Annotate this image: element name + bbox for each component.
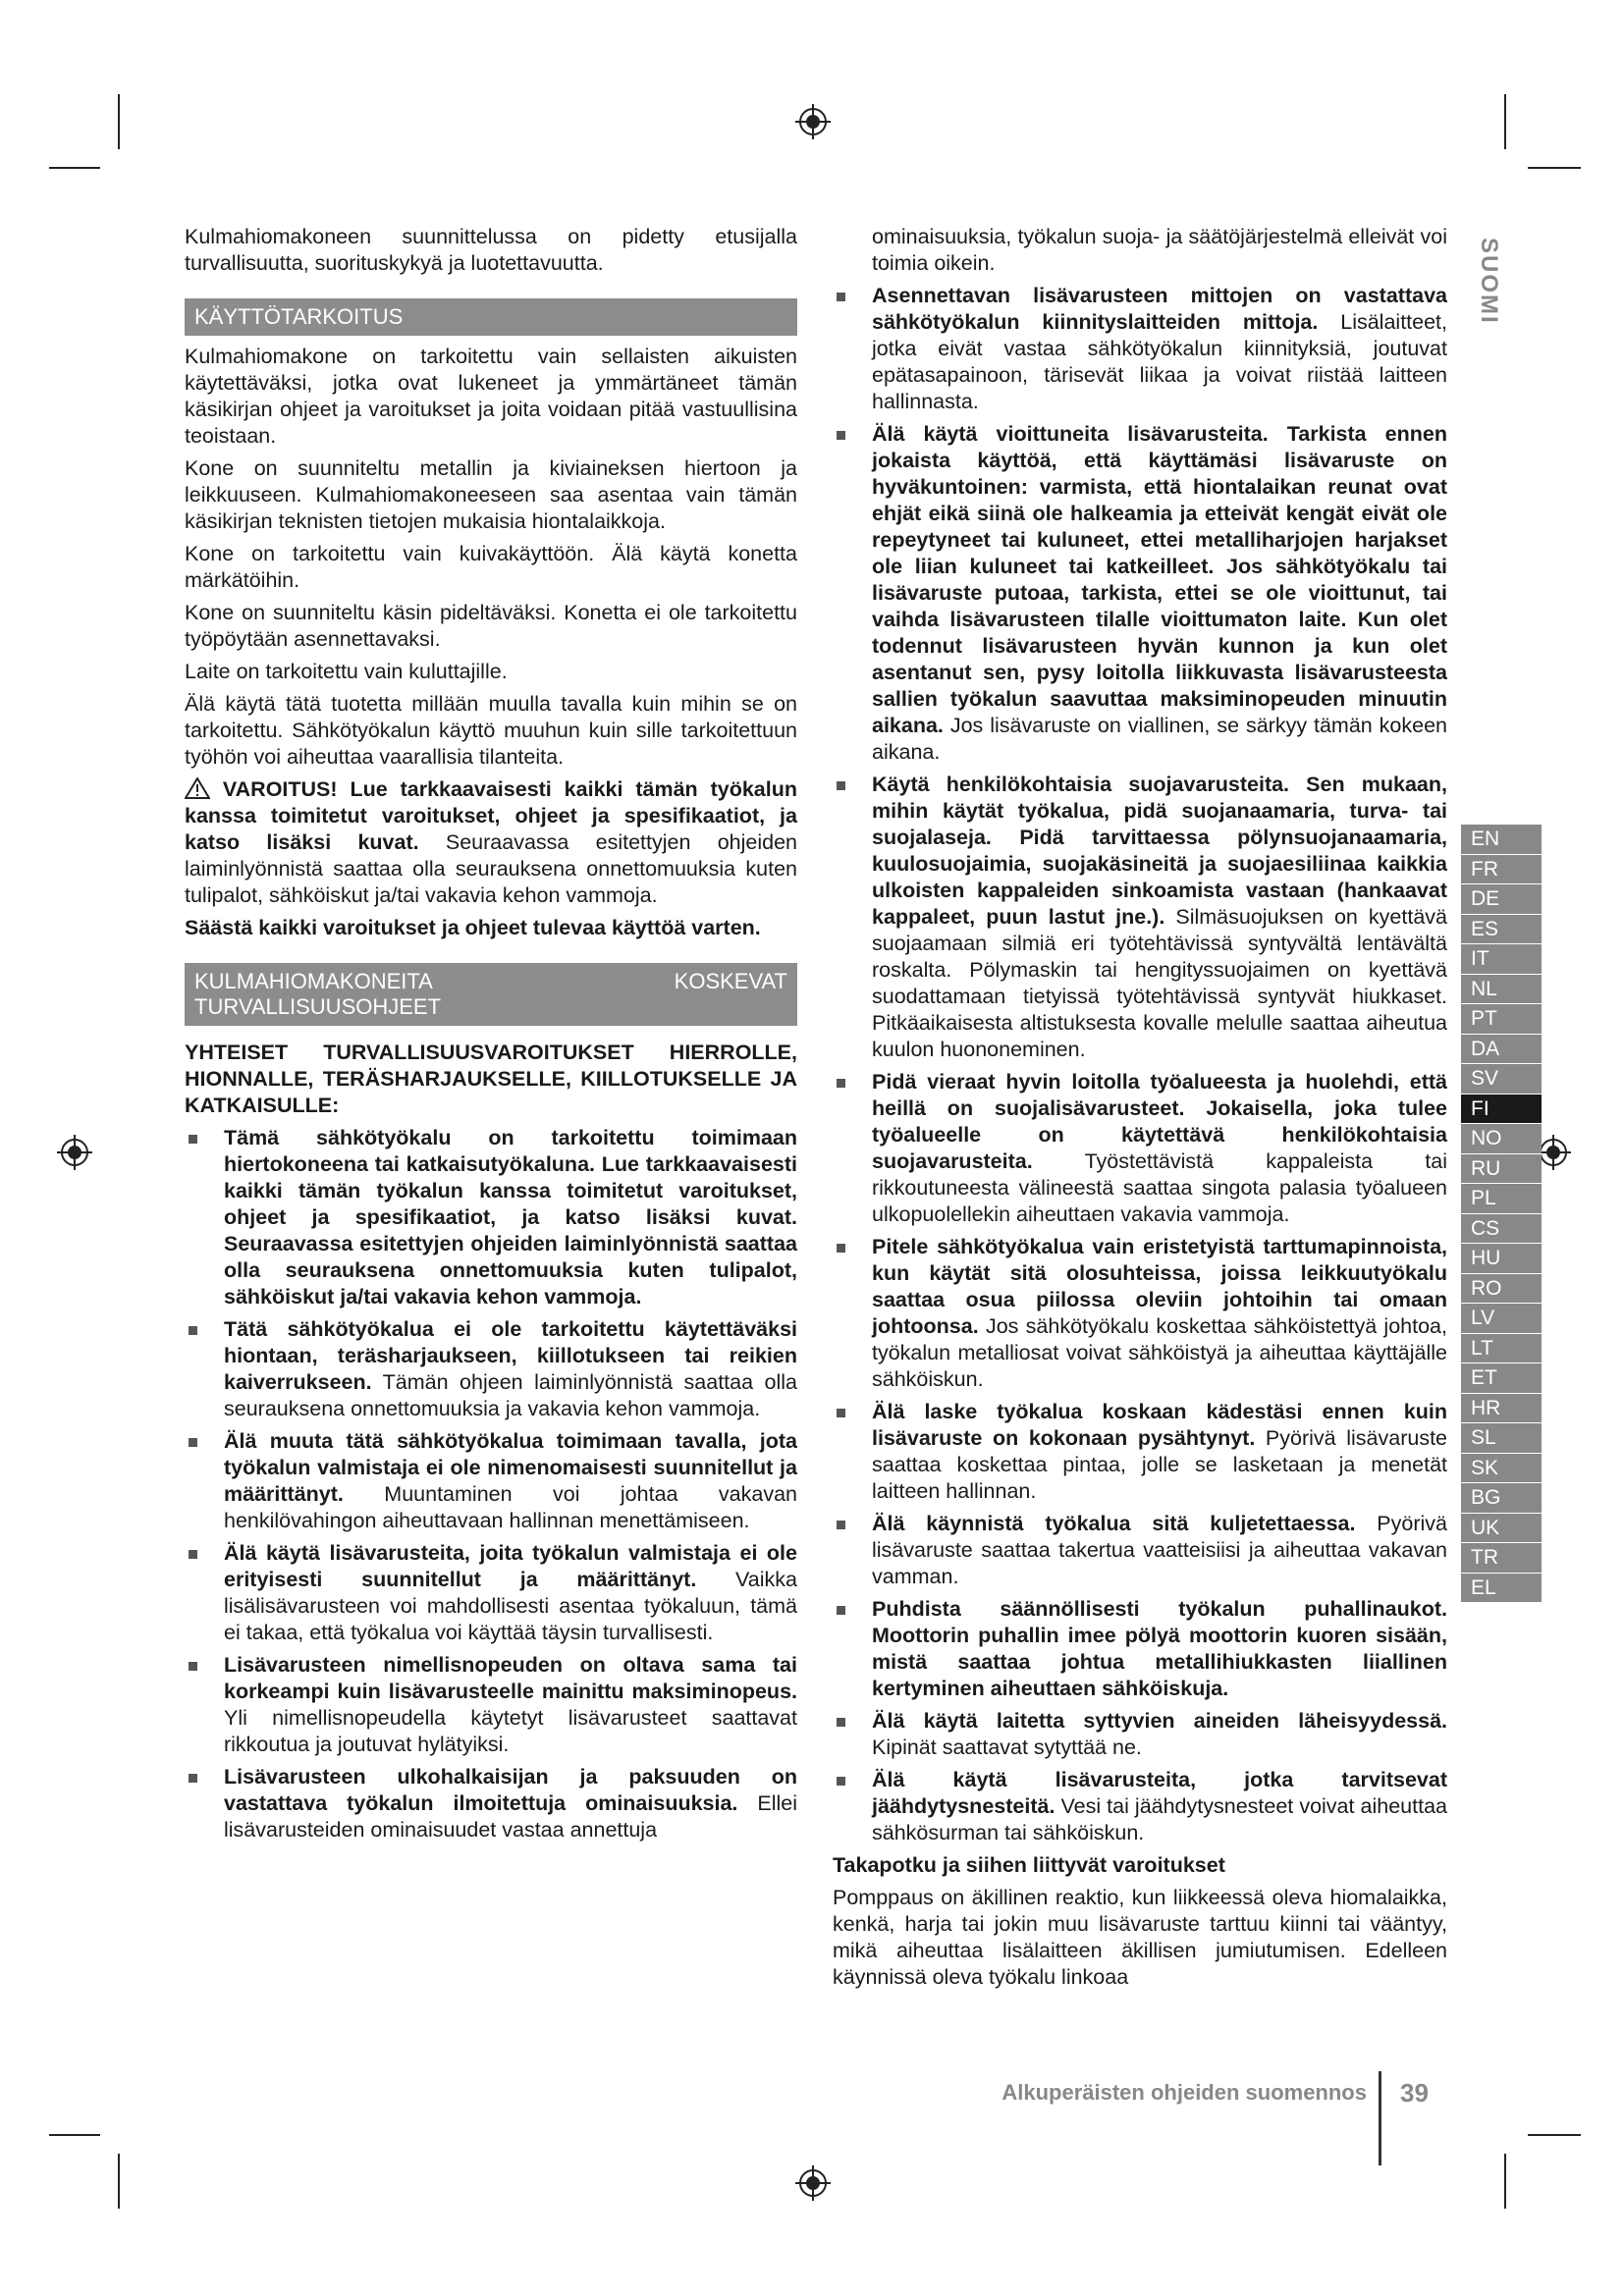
item-bold: Asennettavan lisävarusteen mittojen on vastattava sähkötyökalun kiinnityslaitteiden mittoja. bbox=[872, 284, 1447, 334]
list-item bbox=[833, 1767, 1447, 1846]
item-text: Vesi tai jäähdytysnesteet voivat aiheuttaa sähkösurman tai sähköiskun. bbox=[872, 1794, 1447, 1844]
item-bold: Lisävarusteen ulkohalkaisijan ja paksuuden on vastattava työkalun ilmoitettuja ominaisuuksia. bbox=[224, 1765, 797, 1815]
language-tab-cs[interactable]: CS bbox=[1461, 1214, 1542, 1245]
paragraph: Älä käytä tätä tuotetta millään muulla tavalla kuin mihin se on tarkoitettu. Sähkötyökalun käyttö muuhun kuin sille tarkoitettuun työhön voi aiheuttaa vaarallisia tilanteita. bbox=[185, 692, 797, 769]
warning-paragraph bbox=[185, 776, 797, 909]
kickback-text: Pomppaus on äkillinen reaktio, kun liikkeessä oleva hiomalaikka, kenkä, harja tai jokin muu lisävaruste tarttuu kiinni tai vääntyy, mikä aiheuttaa lisälaitteen äkillisen jumiutumisen. Edelleen käynnissä oleva työkalu linkoaa bbox=[833, 1886, 1447, 1989]
language-tab-lv[interactable]: LV bbox=[1461, 1304, 1542, 1334]
item-bold: Älä muuta tätä sähkötyökalua toimimaan tavalla, jota työkalun valmistaja ei ole nimenomaisesti suunnitellut ja määrittänyt. bbox=[224, 1429, 797, 1506]
language-tab-hr[interactable]: HR bbox=[1461, 1394, 1542, 1424]
item-bold: Älä käynnistä työkalua sitä kuljetettaessa. bbox=[872, 1512, 1356, 1535]
left-bullet-list bbox=[185, 1125, 797, 1843]
left-column bbox=[185, 224, 797, 1849]
language-tab-es[interactable]: ES bbox=[1461, 915, 1542, 945]
item-text: Kipinät saattavat sytyttää ne. bbox=[872, 1735, 1142, 1759]
item-text: Pyörivä lisävaruste saattaa takertua vaatteisiisi ja aiheuttaa vakavan vamman. bbox=[872, 1512, 1447, 1588]
item-bold: Älä käytä lisävarusteita, joita työkalun valmistaja ei ole erityisesti suunnitellut ja määrittänyt. bbox=[224, 1541, 797, 1591]
list-item bbox=[833, 772, 1447, 1063]
language-tab-ru[interactable]: RU bbox=[1461, 1154, 1542, 1185]
safety-subtitle: YHTEISET TURVALLISUUSVAROITUKSET HIERROLLE, HIONNALLE, TERÄSHARJAUKSELLE, KIILLOTUKSELLE JA KATKAISULLE: bbox=[185, 1041, 797, 1117]
language-tab-list bbox=[1461, 825, 1542, 1603]
registration-mark-icon bbox=[793, 102, 833, 141]
item-text: Ellei lisävarusteiden ominaisuudet vastaa annettuja bbox=[224, 1791, 797, 1842]
language-tab-da[interactable]: DA bbox=[1461, 1035, 1542, 1065]
footer-title: Alkuperäisten ohjeiden suomennos bbox=[1001, 2080, 1367, 2105]
crop-mark bbox=[118, 94, 120, 149]
language-tab-uk[interactable]: UK bbox=[1461, 1514, 1542, 1544]
paragraph: Kone on suunniteltu metallin ja kiviaineksen hiertoon ja leikkuuseen. Kulmahiomakoneeseen saa asentaa vain tämän käsikirjan teknisten tietojen mukaisia hiontalaikkoja. bbox=[185, 456, 797, 533]
page-number: 39 bbox=[1400, 2078, 1429, 2108]
crop-mark bbox=[1504, 94, 1506, 149]
language-tab-de[interactable]: DE bbox=[1461, 884, 1542, 915]
list-item bbox=[833, 421, 1447, 766]
language-tab-nl[interactable]: NL bbox=[1461, 975, 1542, 1005]
item-bold: Älä käytä vioittuneita lisävarusteita. Tarkista ennen jokaista käyttöä, että käyttämäsi lisävaruste on hyväkuntoinen: varmista, että hiontalaikan reunat ovat ehjät eikä siinä ole halkeamia ja etteivät kengät eivät ole repeytyneet tai kuluneet, ettei metalliharjojen harjakset ole liian kuluneet tai katkeilleet. Jos sähkötyökalu tai lisävaruste putoaa, tarkista, ettei se ole vioittunut, tai vaihda lisävarusteen tilalle vioittumaton laite. Kun olet todennut lisävarusteen hyvän kunnon ja kun olet asentanut sen, pysy loitolla liikkuvasta lisävarusteesta sallien työkalun saavuttaa maksiminopeuden minuutin aikana. bbox=[872, 422, 1447, 737]
list-item bbox=[833, 1511, 1447, 1590]
kickback-heading: Takapotku ja siihen liittyvät varoitukset bbox=[833, 1853, 1225, 1877]
list-item bbox=[185, 1764, 797, 1843]
crop-mark bbox=[118, 2154, 120, 2209]
list-item bbox=[833, 1234, 1447, 1393]
right-bullet-list bbox=[833, 283, 1447, 1846]
item-bold: Tätä sähkötyökalua ei ole tarkoitettu käytettäväksi hiontaan, teräsharjaukseen, kiillotukseen tai reikien kaiverrukseen. bbox=[224, 1317, 797, 1394]
list-item bbox=[185, 1428, 797, 1534]
paragraph: Laite on tarkoitettu vain kuluttajille. bbox=[185, 660, 508, 683]
item-bold: Lisävarusteen nimellisnopeuden on oltava sama tai korkeampi kuin lisävarusteelle mainittu maksiminopeus. bbox=[224, 1653, 797, 1703]
section-header-intended-use: KÄYTTÖTARKOITUS bbox=[185, 298, 797, 336]
language-tab-el[interactable]: EL bbox=[1461, 1574, 1542, 1604]
item-bold: Älä käytä laitetta syttyvien aineiden läheisyydessä. bbox=[872, 1709, 1447, 1733]
item-text: Muuntaminen voi johtaa vakavan henkilövahingon aiheuttavaan hallinnan menettämiseen. bbox=[224, 1482, 797, 1532]
item-text: Jos lisävaruste on viallinen, se särkyy tämän kokeen aikana. bbox=[872, 714, 1447, 764]
item-bold: Älä käytä lisävarusteita, jotka tarvitsevat jäähdytysnesteitä. bbox=[872, 1768, 1447, 1818]
item-text: Jos sähkötyökalu koskettaa sähköistettyä johtoa, työkalun metalliosat voivat sähköistyä ja aiheuttaa käyttäjälle sähköiskun. bbox=[872, 1314, 1447, 1391]
language-tab-sk[interactable]: SK bbox=[1461, 1454, 1542, 1484]
warning-triangle-icon bbox=[185, 777, 210, 799]
list-item bbox=[185, 1652, 797, 1758]
section-header-safety: KULMAHIOMAKONEITA KOSKEVAT TURVALLISUUSOHJEET bbox=[185, 963, 797, 1026]
paragraph: Kone on tarkoitettu vain kuivakäyttöön. Älä käytä konetta märkätöihin. bbox=[185, 542, 797, 592]
language-tab-fr[interactable]: FR bbox=[1461, 855, 1542, 885]
item-bold: Tämä sähkötyökalu on tarkoitettu toimimaan hiertokoneena tai katkaisutyökaluna. Lue tarkkaavaisesti kaikki tämän työkalun kanssa toimitetut varoitukset, ohjeet ja spesifikaatiot, ja katso lisäksi kuvat. Seuraavassa esitettyjen ohjeiden laiminlyönnistä saattaa olla seurauksena onnettomuuksia kuten tulipalot, sähköiskut ja/tai vakavia kehon vammoja. bbox=[224, 1126, 797, 1308]
continuation-paragraph: ominaisuuksia, työkalun suoja- ja säätöjärjestelmä elleivät voi toimia oikein. bbox=[872, 225, 1447, 275]
item-bold: Älä laske työkalua koskaan kädestäsi ennen kuin lisävaruste on kokonaan pysähtynyt. bbox=[872, 1400, 1447, 1450]
language-tab-bg[interactable]: BG bbox=[1461, 1483, 1542, 1514]
language-tab-lt[interactable]: LT bbox=[1461, 1334, 1542, 1364]
item-text: Pyörivä lisävaruste saattaa koskettaa pintaa, jolle se lasketaan ja menetät laitteen hallinnan. bbox=[872, 1426, 1447, 1503]
language-tab-en[interactable]: EN bbox=[1461, 825, 1542, 855]
list-item bbox=[833, 283, 1447, 415]
paragraph: Kone on suunniteltu käsin pideltäväksi. Konetta ei ole tarkoitettu työpöytään asennettavaksi. bbox=[185, 601, 797, 651]
list-item bbox=[185, 1540, 797, 1646]
crop-mark bbox=[1528, 167, 1581, 169]
item-text: Työstettävistä kappaleista tai rikkoutuneesta välineestä saattaa singota palasia työalueen ulkopuolellekin aiheuttaen vakavia vammoja. bbox=[872, 1149, 1447, 1226]
registration-mark-icon bbox=[793, 2163, 833, 2203]
language-tab-tr[interactable]: TR bbox=[1461, 1543, 1542, 1574]
crop-mark bbox=[1528, 2134, 1581, 2136]
list-item bbox=[833, 1596, 1447, 1702]
language-tab-ro[interactable]: RO bbox=[1461, 1274, 1542, 1305]
language-tab-no[interactable]: NO bbox=[1461, 1124, 1542, 1154]
language-tab-sv[interactable]: SV bbox=[1461, 1064, 1542, 1095]
language-tab-pl[interactable]: PL bbox=[1461, 1184, 1542, 1214]
intro-paragraph: Kulmahiomakoneen suunnittelussa on pidetty etusijalla turvallisuutta, suorituskykyä ja luotettavuutta. bbox=[185, 225, 797, 275]
item-bold: Käytä henkilökohtaisia suojavarusteita. Sen mukaan, mihin käytät työkalua, pidä suojanaamaria, turva- tai suojalaseja. Pidä tarvittaessa pölynsuojanaamaria, kuulosuojaimia, suojakäsineitä ja suojaesiliinaa kaikkia ulkoisten kappaleiden sinkoamista vastaan (hankaavat kappaleet, puun lastut jne.). bbox=[872, 773, 1447, 929]
crop-mark bbox=[1504, 2154, 1506, 2209]
language-tab-et[interactable]: ET bbox=[1461, 1363, 1542, 1394]
item-bold: Pidä vieraat hyvin loitolla työalueesta ja huolehdi, että heillä on suojalisävarusteet. Jokaisella, joka tulee työalueelle on käytettävä henkilökohtaisia suojavarusteita. bbox=[872, 1070, 1447, 1173]
list-item bbox=[833, 1399, 1447, 1505]
list-item bbox=[833, 1069, 1447, 1228]
footer-divider bbox=[1379, 2071, 1381, 2165]
item-bold: Puhdista säännöllisesti työkalun puhallinaukot. Moottorin puhallin imee pölyä moottorin kuoren sisään, mistä saattaa johtua metallihiukkasten liiallinen kertyminen aiheuttaen sähköiskuja. bbox=[872, 1597, 1447, 1700]
item-text: Vaikka lisälisävarusteen voi mahdollisesti asentaa työkaluun, tämä ei takaa, että työkalua voi käyttää täysin turvallisesti. bbox=[224, 1568, 797, 1644]
language-tab-hu[interactable]: HU bbox=[1461, 1244, 1542, 1274]
registration-mark-icon bbox=[55, 1133, 94, 1172]
language-side-label: SUOMI bbox=[1476, 237, 1502, 325]
language-tab-sl[interactable]: SL bbox=[1461, 1423, 1542, 1454]
item-text: Yli nimellisnopeudella käytetyt lisävarusteet saattavat rikkoutua ja joutuvat hylätyiksi. bbox=[224, 1706, 797, 1756]
list-item bbox=[833, 1708, 1447, 1761]
item-text: Silmäsuojuksen on kyettävä suojaamaan silmiä eri työtehtävissä syntyvältä lentävältä roskalta. Pölymaskin tai hengityssuojaimen on kyettävä suodattamaan tietyissä työtehtävissä syntyvät hiukkaset. Pitkäaikaisesta altistuksesta kovalle melulle saattaa aiheutua kuulon huononeminen. bbox=[872, 905, 1448, 1061]
item-text: Lisälaitteet, jotka eivät vastaa sähkötyökalun kiinnityksiä, joutuvat epätasapainoon, tärisevät liikaa ja voivat riistää laitteen hallinnasta. bbox=[872, 310, 1448, 413]
language-tab-it[interactable]: IT bbox=[1461, 944, 1542, 975]
crop-mark bbox=[49, 167, 100, 169]
crop-mark bbox=[49, 2134, 100, 2136]
list-item bbox=[185, 1316, 797, 1422]
intended-use-paragraphs bbox=[185, 344, 797, 771]
item-text: Tämän ohjeen laiminlyönnistä saattaa olla seurauksena onnettomuuksia ja vakavia kehon vammoja. bbox=[224, 1370, 797, 1420]
list-item bbox=[185, 1125, 797, 1310]
language-tab-pt[interactable]: PT bbox=[1461, 1004, 1542, 1035]
warning-text: Seuraavassa esitettyjen ohjeiden laiminlyönnistä saattaa olla seurauksena onnettomuuksia kuten tulipalot, sähköiskut ja/tai vakavia kehon vammoja. bbox=[185, 830, 797, 907]
language-tab-fi[interactable]: FI bbox=[1461, 1095, 1542, 1125]
right-column bbox=[833, 224, 1447, 1997]
warning-bold: VAROITUS! Lue tarkkaavaisesti kaikki tämän työkalun kanssa toimitetut varoitukset, ohjeet ja spesifikaatiot, ja katso lisäksi kuvat. bbox=[185, 777, 797, 854]
paragraph: Kulmahiomakone on tarkoitettu vain sellaisten aikuisten käytettäväksi, jotka ovat lukeneet ja ymmärtäneet tämän käsikirjan ohjeet ja varoitukset ja joita voidaan pitää vastuullisina teoistaan. bbox=[185, 345, 797, 448]
save-note: Säästä kaikki varoitukset ja ohjeet tulevaa käyttöä varten. bbox=[185, 916, 761, 939]
item-bold: Pitele sähkötyökalua vain eristetyistä tarttumapinnoista, kun käytät sitä olosuhteissa, joissa leikkuutyökalu saattaa osua piilossa oleviin johtoihin tai omaan johtoonsa. bbox=[872, 1235, 1447, 1338]
